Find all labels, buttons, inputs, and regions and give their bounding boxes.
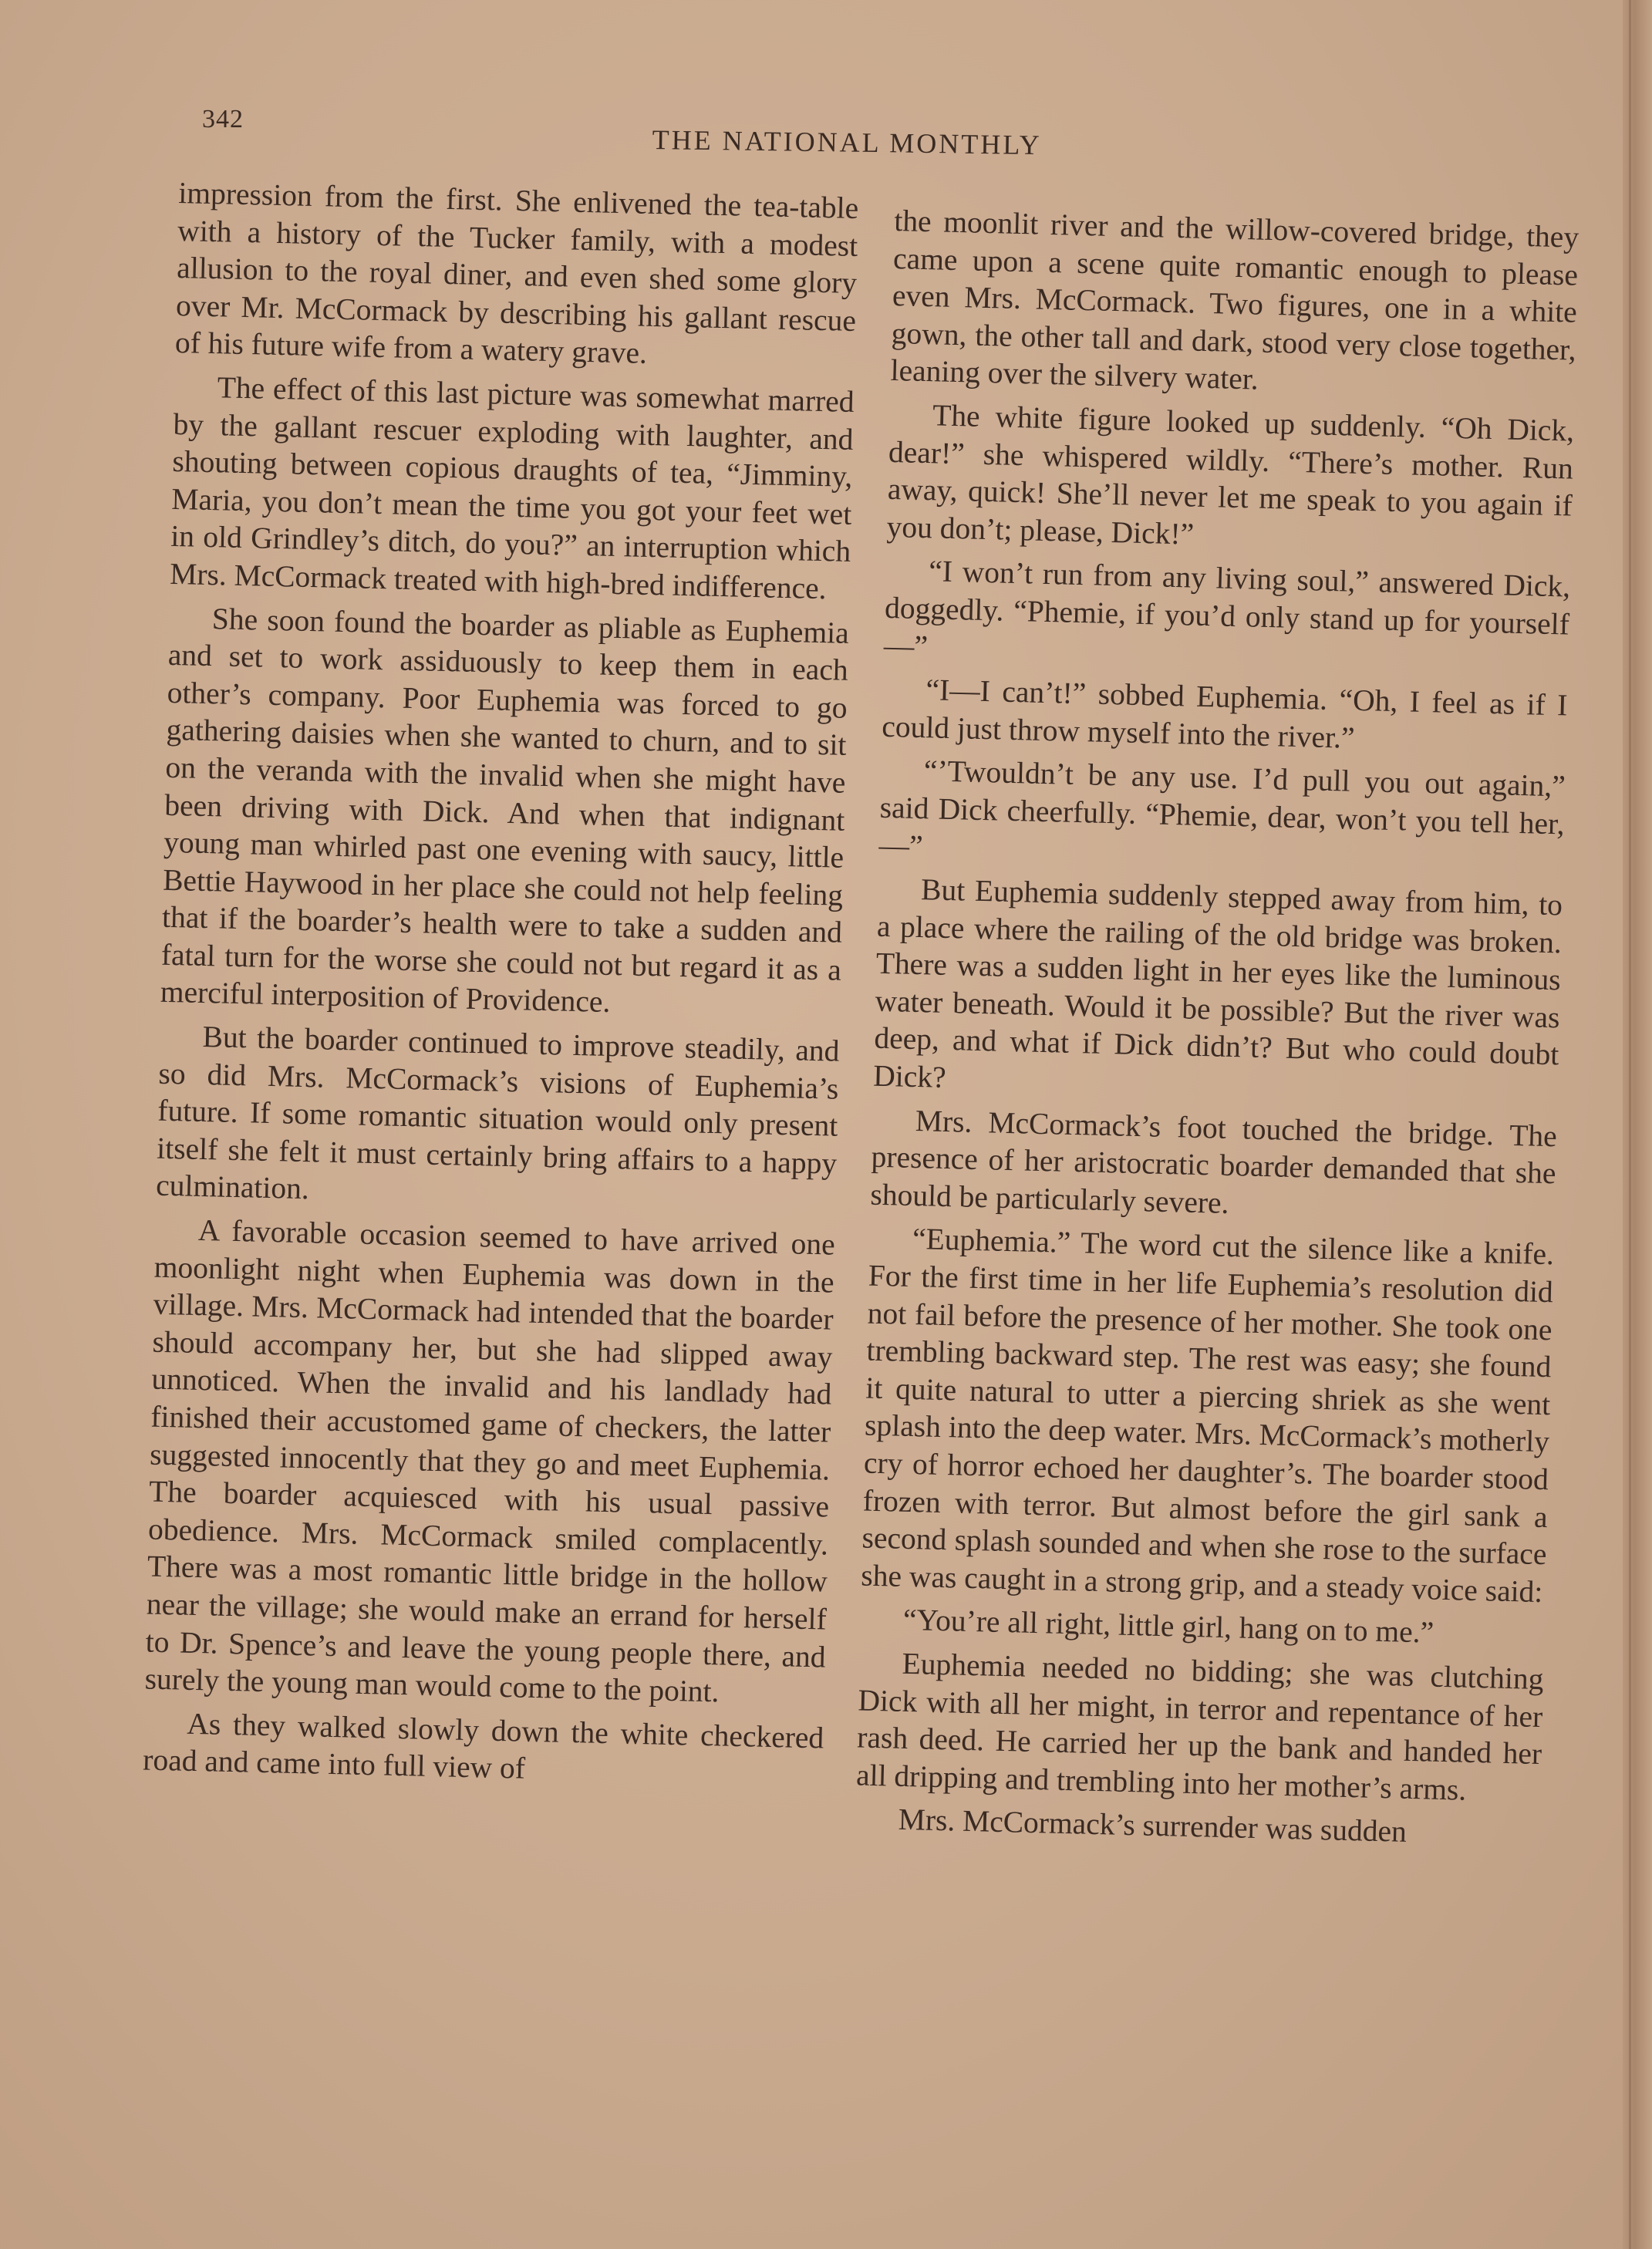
paragraph: “I—I can’t!” sobbed Euphemia. “Oh, I feel as if I could just throw myself into the river.”: [881, 673, 1568, 755]
paragraph: A favorable occasion seemed to have arrived one moonlight night when Euphemia was down in the village. Mrs. McCormack had intended that the boarder should accompany her, but she had slipped away unnoticed. When the invalid and his landlady had finished their accustomed game of checkers, the latter suggested innocently that they go and meet Euphemia. The boarder acquiesced with his usual passive obedience. Mrs. McCormack smiled complacently. There was a most romantic little bridge in the hollow near the village; she would make an errand for herself to Dr. Spence’s and leave the young people there, and surely the young man would come to the point.: [144, 1212, 836, 1709]
page-number: 342: [202, 105, 244, 133]
paragraph: The effect of this last picture was somewhat marred by the gallant rescuer exploding with laughter, and shouting between copious draughts of tea, “Jimminy, Maria, you don’t mean the time you got your feet wet in old Grindley’s ditch, do you?” an interruption which Mrs. McCormack treated with high-bred indifference.: [169, 370, 855, 606]
paragraph: She soon found the boarder as pliable as Euphemia and set to work assiduously to keep them in each other’s company. Poor Euphemia was forced to go gathering daisies when she wanted to churn, and to sit on the veranda with the invalid when she might have been driving with Dick. And when that indignant young man whirled past one evening with saucy, little Bettie Haywood in her place she could not help feeling that if the boarder’s health were to take a sudden and fatal turn for the worse she could not but regard it as a merciful interposition of Providence.: [160, 601, 850, 1020]
paragraph: The white figure looked up suddenly. “Oh Dick, dear!” she whispered wildly. “There’s mother. Run away, quick! She’ll never let me speak to you again if you don’t; please, Dick!”: [886, 398, 1575, 551]
paragraph: As they walked slowly down the white checkered road and came into full view of: [142, 1706, 824, 1786]
paragraph: “You’re all right, little girl, hang on to me.”: [902, 1603, 1435, 1651]
left-column: [143, 174, 859, 1800]
paragraph: Mrs. McCormack’s surrender was sudden: [898, 1802, 1408, 1849]
paragraph: “’Twouldn’t be any use. I’d pull you out again,” said Dick cheerfully. “Phemie, dear, won’t you tell her,—”: [878, 754, 1566, 863]
running-title: THE NATIONAL MONTHLY: [652, 123, 1042, 161]
paragraph: Mrs. McCormack’s foot touched the bridge. The presence of her aristocratic boarder demanded that she should be particularly severe.: [870, 1103, 1558, 1220]
paragraph: “Euphemia.” The word cut the silence like a knife. For the first time in her life Euphemia’s resolution did not fail before the presence of her mother. She took one trembling backward step. The rest was easy; she found it quite natural to utter a piercing shriek as she went splash into the deep water. Mrs. McCormack’s motherly cry of horror echoed her daughter’s. The boarder stood frozen with terror. But almost before the girl sank a second splash sounded and when she rose to the surface she was caught in a strong grip, and a steady voice said:: [860, 1222, 1555, 1609]
paragraph: Euphemia needed no bidding; she was clutching Dick with all her might, in terror and repentance of her rash deed. He carried her up the bank and handed her all dripping and trembling into her mother’s arms.: [855, 1646, 1544, 1807]
paragraph: the moonlit river and the willow-covered bridge, they came upon a scene quite romantic enough to please even Mrs. McCormack. Two figures, one in a white gown, the other tall and dark, stood very close together, leaning over the silvery water.: [890, 203, 1580, 396]
paragraph: But the boarder continued to improve steadily, and so did Mrs. McCormack’s visions of Euphemia’s future. If some romantic situation would only present itself she felt it must certainly bring affairs to a happy culmination.: [155, 1020, 840, 1206]
paragraph: “I won’t run from any living soul,” answered Dick, doggedly. “Phemie, if you’d only stand up for yourself—”: [883, 554, 1571, 663]
page-edge: [1623, 0, 1652, 2249]
right-column: [855, 202, 1580, 1860]
paragraph: impression from the first. She enlivened the tea-table with a history of the Tucker family, with a modest allusion to the royal diner, and even shed some glory over Mr. McCormack by describing his gallant rescue of his future wife from a watery grave.: [174, 175, 859, 371]
paragraph: But Euphemia suddenly stepped away from him, to a place where the railing of the old bridge was broken. There was a sudden light in her eyes like the luminous water beneath. Would it be possible? But the river was deep, and what if Dick didn’t? But who could doubt Dick?: [872, 872, 1563, 1095]
